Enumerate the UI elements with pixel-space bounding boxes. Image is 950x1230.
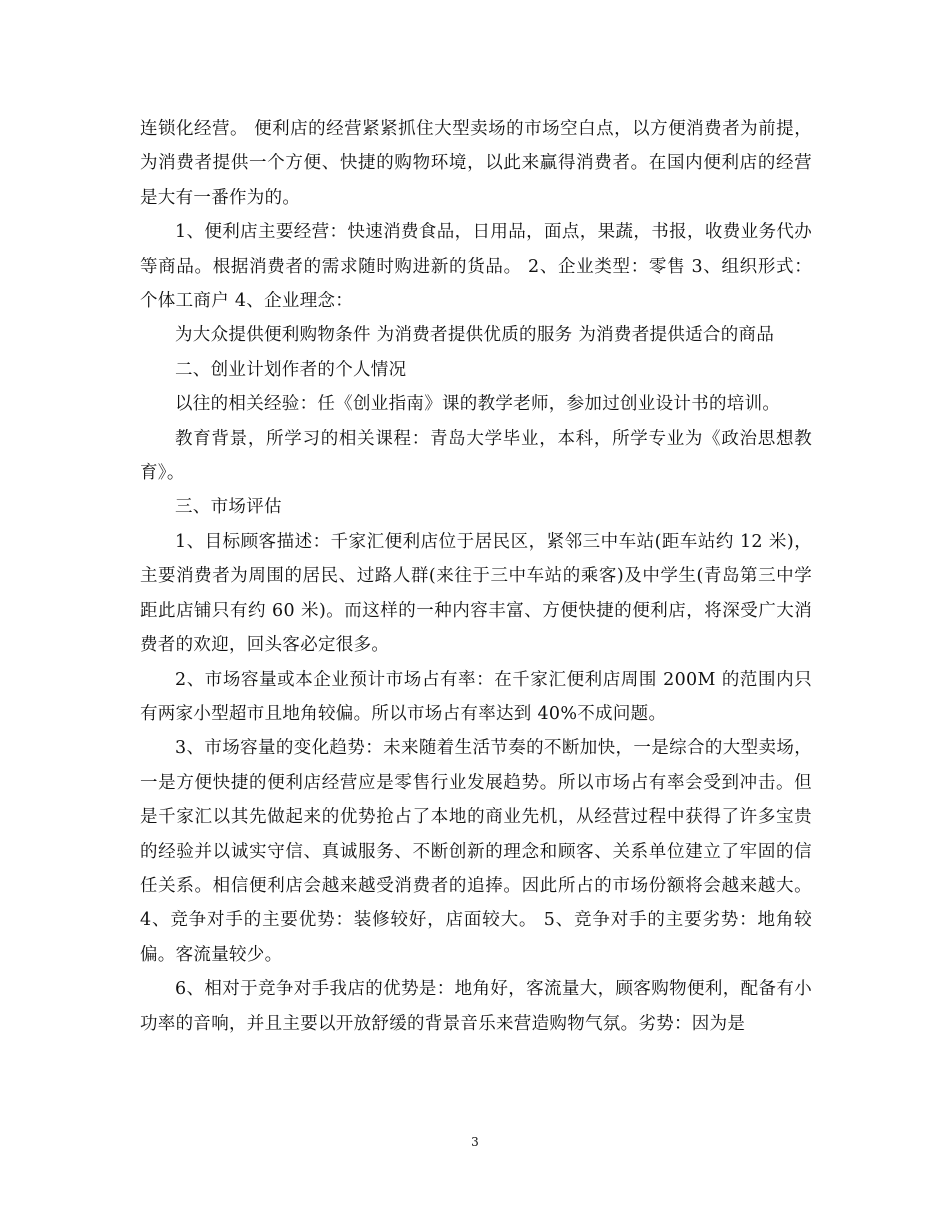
- paragraph-market-trend: 3、市场容量的变化趋势：未来随着生活节奏的不断加快，一是综合的大型卖场，一是方便快捷的便利店经营应是零售行业发展趋势。所以市场占有率会受到冲击。但是千家汇以其先做起来的优势抢占了本地的商业先机，从经营过程中获得了许多宝贵的经验并以诚实守信、真诚服务、不断创新的理念和顾客、关系单位建立了牢固的信任关系。相信便利店会越来越受消费者的追捧。因此所占的市场份额将会越来越大。 4、竞争对手的主要优势：装修较好，店面较大。 5、竞争对手的主要劣势：地角较偏。客流量较少。: [140, 738, 812, 965]
- page-number: 3: [471, 1135, 479, 1149]
- paragraph-competitive-advantage: 6、相对于竞争对手我店的优势是：地角好，客流量大，顾客购物便利，配备有小功率的音响，并且主要以开放舒缓的背景音乐来营造购物气氛。劣势：因为是: [140, 979, 812, 1034]
- paragraph-market-share: 2、市场容量或本企业预计市场占有率：在千家汇便利店周围 200M 的范围内只有两家小型超市且地角较偏。所以市场占有率达到 40%不成问题。: [140, 669, 812, 724]
- section-heading-author-info: 二、创业计划作者的个人情况: [175, 359, 407, 380]
- paragraph-intro-continued: 连锁化经营。 便利店的经营紧紧抓住大型卖场的市场空白点，以方便消费者为前提，为消费者提供一个方便、快捷的购物环境，以此来赢得消费者。在国内便利店的经营是大有一番作为的。: [140, 119, 812, 208]
- document-body: [140, 112, 812, 1041]
- paragraph-business-scope: 1、便利店主要经营：快速消费食品，日用品，面点，果蔬，书报，收费业务代办等商品。根据消费者的需求随时购进新的货品。 2、企业类型：零售 3、组织形式：个体工商户 4、企业理念：: [140, 222, 812, 312]
- paragraph-business-philosophy: 为大众提供便利购物条件 为消费者提供优质的服务 为消费者提供适合的商品: [175, 325, 775, 346]
- paragraph-experience: 以往的相关经验：任《创业指南》课的教学老师，参加过创业设计书的培训。: [175, 394, 781, 415]
- section-heading-market-assessment: 三、市场评估: [175, 497, 282, 518]
- paragraph-education: 教育背景，所学习的相关课程：青岛大学毕业，本科，所学专业为《政治思想教育》。: [140, 428, 812, 484]
- paragraph-target-customers: 1、目标顾客描述：千家汇便利店位于居民区，紧邻三中车站(距车站约 12 米)，主要消费者为周围的居民、过路人群(来往于三中车站的乘客)及中学生(青岛第三中学距此店铺只有约 60 米)。而这样的一种内容丰富、方便快捷的便利店，将深受广大消费者的欢迎，回头客必定很多。: [140, 531, 812, 656]
